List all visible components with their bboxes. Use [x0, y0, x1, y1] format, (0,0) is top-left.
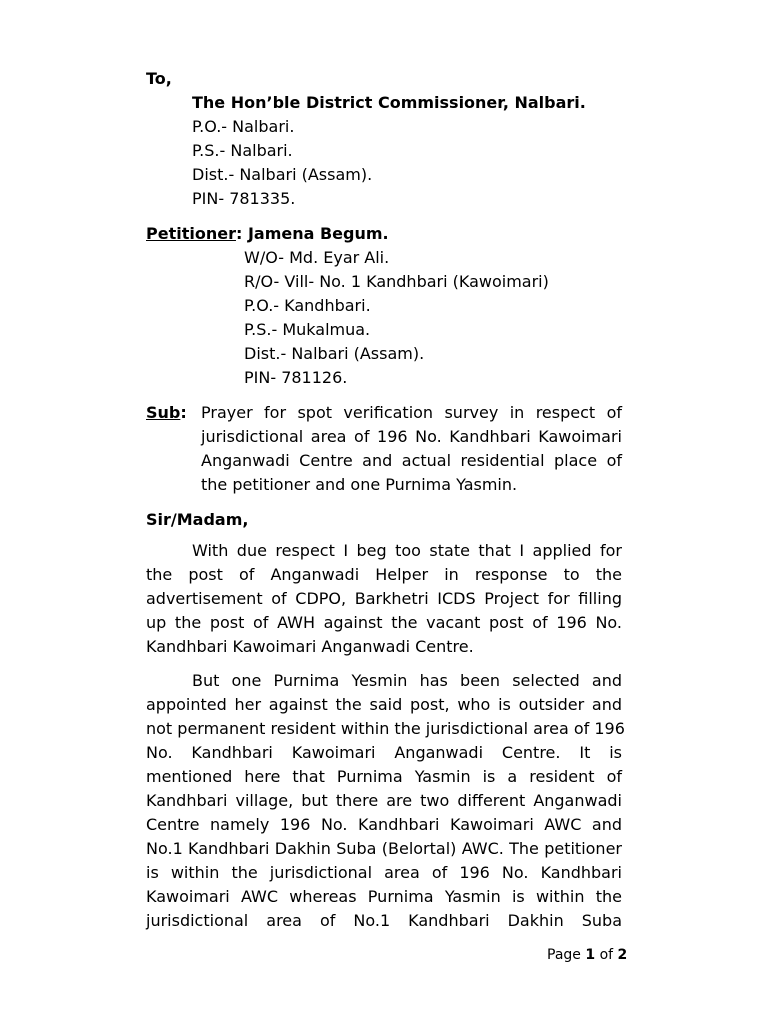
page-word: Page	[547, 947, 581, 963]
current-page: 1	[585, 947, 596, 963]
paragraph-line: is within the jurisdictional area of 196 No. Kandhbari	[146, 863, 622, 882]
subject-line: the petitioner and one Purnima Yasmin.	[201, 475, 518, 494]
paragraph-line: appointed her against the said post, who is outsider and	[146, 695, 622, 714]
paragraph-line: not permanent resident within the jurisdictional area of 196	[146, 719, 625, 738]
paragraph-line: No.1 Kandhbari Dakhin Suba (Belortal) AWC. The petitioner	[146, 839, 622, 858]
of-word: of	[599, 947, 614, 963]
subject-line: jurisdictional area of 196 No. Kandhbari Kawoimari	[201, 427, 622, 446]
petitioner-ps: P.S.- Mukalmua.	[244, 320, 371, 339]
paragraph-line: the post of Anganwadi Helper in response to the	[146, 565, 622, 584]
subject-colon: :	[180, 403, 187, 422]
to-heading: To,	[146, 69, 172, 88]
petitioner-po: P.O.- Kandhbari.	[244, 296, 371, 315]
recipient-pin: PIN- 781335.	[192, 189, 296, 208]
petitioner-wo: W/O- Md. Eyar Ali.	[244, 248, 390, 267]
recipient-dist: Dist.- Nalbari (Assam).	[192, 165, 373, 184]
petitioner-line	[146, 222, 389, 246]
petitioner-pin: PIN- 781126.	[244, 368, 348, 387]
paragraph-line: jurisdictional area of No.1 Kandhbari Dakhin Suba	[146, 911, 622, 930]
subject-label: Sub	[146, 403, 181, 422]
salutation: Sir/Madam,	[146, 510, 249, 529]
page-number	[547, 945, 627, 965]
petitioner-dist: Dist.- Nalbari (Assam).	[244, 344, 425, 363]
recipient-title: The Hon’ble District Commissioner, Nalbari.	[192, 93, 586, 112]
paragraph-line: No. Kandhbari Kawoimari Anganwadi Centre. It is	[146, 743, 622, 762]
paragraph-line: advertisement of CDPO, Barkhetri ICDS Project for filling	[146, 589, 622, 608]
total-pages: 2	[617, 947, 628, 963]
paragraph-line: Kandhbari Kawoimari Anganwadi Centre.	[146, 637, 474, 656]
petitioner-label: Petitioner	[146, 224, 236, 243]
paragraph-line: With due respect I beg too state that I applied for	[192, 541, 622, 560]
paragraph-line: Centre namely 196 No. Kandhbari Kawoimari AWC and	[146, 815, 622, 834]
recipient-ps: P.S.- Nalbari.	[192, 141, 293, 160]
subject-line: Prayer for spot verification survey in respect of	[201, 403, 622, 422]
petitioner-ro: R/O- Vill- No. 1 Kandhbari (Kawoimari)	[244, 272, 549, 291]
paragraph-line: Kawoimari AWC whereas Purnima Yasmin is within the	[146, 887, 622, 906]
petitioner-name: : Jamena Begum.	[235, 224, 389, 243]
recipient-po: P.O.- Nalbari.	[192, 117, 295, 136]
paragraph-line: But one Purnima Yesmin has been selected and	[192, 671, 622, 690]
paragraph-line: up the post of AWH against the vacant post of 196 No.	[146, 613, 622, 632]
subject-label-wrap	[146, 401, 187, 425]
paragraph-line: Kandhbari village, but there are two different Anganwadi	[146, 791, 622, 810]
subject-line: Anganwadi Centre and actual residential place of	[201, 451, 622, 470]
paragraph-line: mentioned here that Purnima Yasmin is a resident of	[146, 767, 622, 786]
